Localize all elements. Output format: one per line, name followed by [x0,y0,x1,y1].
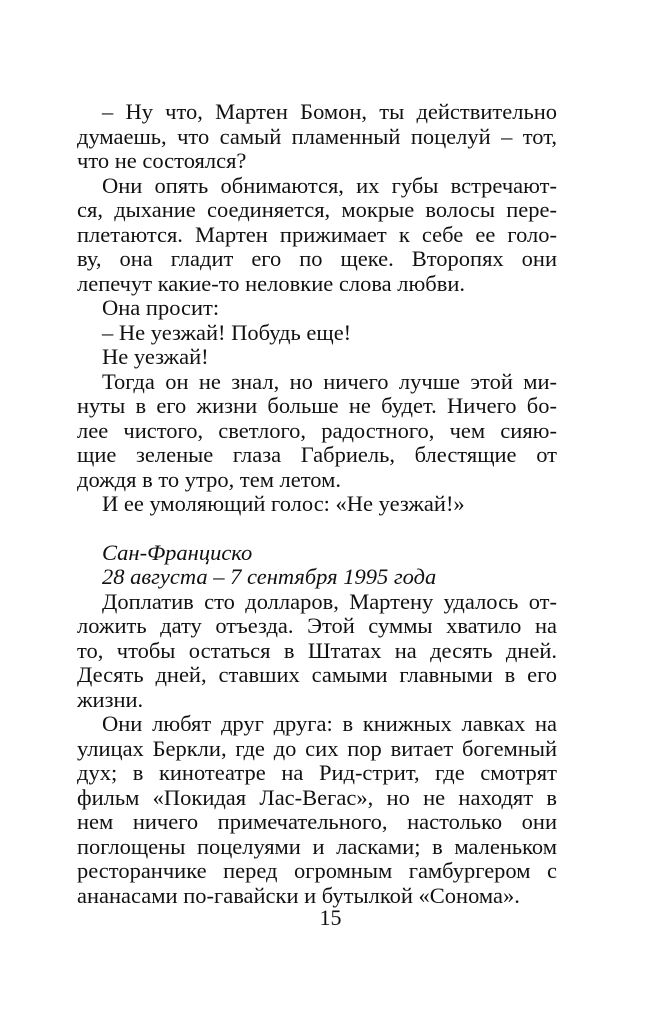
text-line: ложить дату отъезда. Этой суммы хватило на [77,613,557,638]
section-heading-place: Сан-Франциско [102,539,253,565]
text-line: – Не уезжай! Побудь еще! [102,319,352,345]
text-line: Десять дней, ставших самыми главными в его [77,662,557,687]
text-line: то, чтобы остаться в Штатах на десять дней. [77,637,557,663]
text-line: плетаются. Мартен прижимает к себе ее голо- [77,221,557,247]
text-line: думаешь, что самый пламенный поцелуй – тот, [77,123,557,149]
text-line: ву, она гладит его по щеке. Второпях они [77,246,557,271]
text-line: поглощены поцелуями и ласками; в маленьком [77,833,557,859]
text-line: нуты в его жизни больше не будет. Ничего бо- [77,393,557,418]
text-line: лепечут какие-то неловкие слова любви. [77,270,466,296]
page-number: 15 [319,905,342,930]
text-line: улицах Беркли, где до сих пор витает богемный [77,735,557,761]
text-line: – Ну что, Мартен Бомон, ты действительно [102,99,557,124]
text-line: Они любят друг друга: в книжных лавках на [102,711,557,736]
text-line: дух; в кинотеатре на Рид-стрит, где смотрят [77,760,557,785]
text-line: щие зеленые глаза Габриель, блестящие от [77,442,557,467]
text-line: дождя в то утро, тем летом. [77,466,341,492]
text-line: ся, дыхание соединяется, мокрые волосы пере- [77,197,557,222]
text-line: ресторанчике перед огромным гамбургером с [77,858,557,883]
text-line: жизни. [77,686,144,712]
text-line: фильм «Покидая Лас-Вегас», но не находят в [77,784,557,810]
text-line: Они опять обнимаются, их губы встречают- [102,172,557,198]
text-line: И ее умоляющий голос: «Не уезжай!» [102,491,465,516]
text-line: Тогда он не знал, но ничего лучше этой ми- [102,368,557,394]
page-body [77,100,557,908]
text-line: что не состоялся? [77,148,247,173]
text-line: лее чистого, светлого, радостного, чем сияю- [77,417,557,443]
text-line: Доплатив сто долларов, Мартену удалось от- [102,588,557,614]
text-line: ананасами по-гавайски и бутылкой «Сонома». [77,882,520,908]
text-line: нем ничего примечательного, настолько они [77,809,557,834]
text-line: Она просит: [102,295,220,320]
section-break [77,517,557,541]
section-heading-dates: 28 августа – 7 сентября 1995 года [102,564,437,589]
text-line: Не уезжай! [102,344,209,369]
